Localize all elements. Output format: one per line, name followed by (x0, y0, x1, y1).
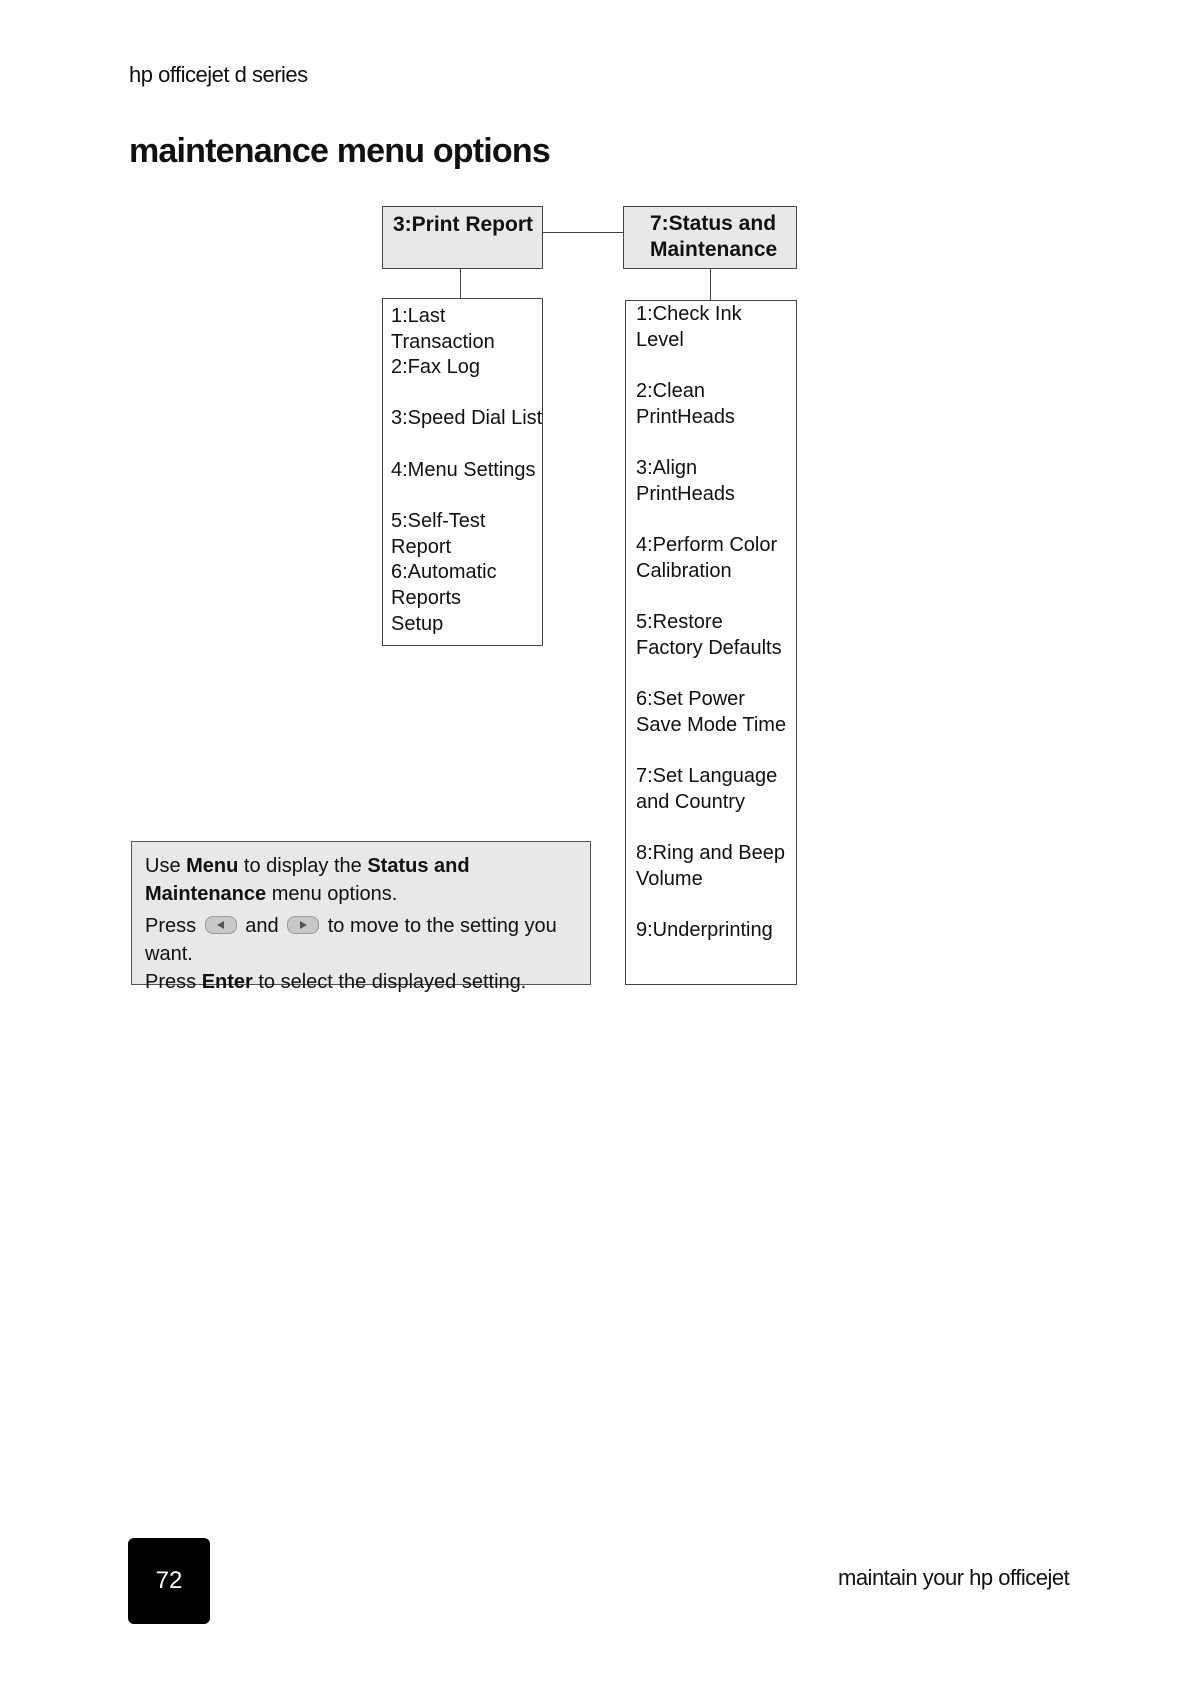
status-option: 5:Restore Factory Defaults (636, 611, 782, 659)
print-report-label: 3:Print Report (393, 213, 534, 236)
page-number-badge: 72 (128, 1538, 210, 1624)
instruction-text: Use (145, 855, 181, 877)
menu-key-label: Menu (186, 855, 239, 877)
right-arrow-button-icon (287, 916, 319, 934)
print-report-menu-box (382, 206, 543, 269)
status-option: 1:Check Ink Level (636, 303, 742, 351)
instruction-text: to move to the setting you want. (145, 915, 557, 965)
instruction-line-2 (145, 912, 580, 996)
print-report-option: 6:Automatic Reports Setup (391, 561, 497, 635)
status-maintenance-options-list (625, 300, 797, 985)
instruction-line-1 (145, 852, 580, 908)
print-report-option: 4:Menu Settings (391, 459, 536, 481)
status-maintenance-menu-box (623, 206, 797, 269)
instruction-text: Press (145, 915, 197, 937)
status-option: 7:Set Language and Country (636, 765, 778, 813)
instruction-text: and (245, 915, 279, 937)
instruction-text: menu options. (271, 883, 398, 905)
instruction-text: to select the displayed setting. (258, 971, 527, 993)
status-option: 3:Align PrintHeads (636, 457, 735, 505)
enter-key-label: Enter (201, 971, 253, 993)
print-report-option: 3:Speed Dial List (391, 407, 543, 429)
left-arrow-button-icon (205, 916, 237, 934)
instruction-text: to display the (243, 855, 362, 877)
status-option: 9:Underprinting (636, 919, 773, 941)
running-footer: maintain your hp officejet (838, 1565, 1070, 1590)
print-report-option: 2:Fax Log (391, 356, 480, 378)
status-option: 8:Ring and Beep Volume (636, 842, 786, 890)
status-maintenance-label: 7:Status and Maintenance (650, 212, 778, 261)
horizontal-connector (543, 232, 623, 233)
instructions-box (131, 841, 591, 993)
menu-name-label: Status and Maintenance (145, 855, 470, 905)
print-report-option: 5:Self-Test Report (391, 510, 486, 558)
status-option: 4:Perform Color Calibration (636, 534, 778, 582)
running-header: hp officejet d series (129, 62, 308, 87)
instruction-text: Press (145, 971, 197, 993)
print-report-connector (460, 269, 461, 298)
status-maintenance-connector (710, 269, 711, 300)
page-title: maintenance menu options (129, 132, 550, 170)
status-option: 6:Set Power Save Mode Time (636, 688, 787, 736)
print-report-option: 1:Last Transaction (391, 305, 495, 353)
status-option: 2:Clean PrintHeads (636, 380, 735, 428)
print-report-options-list (382, 298, 543, 646)
